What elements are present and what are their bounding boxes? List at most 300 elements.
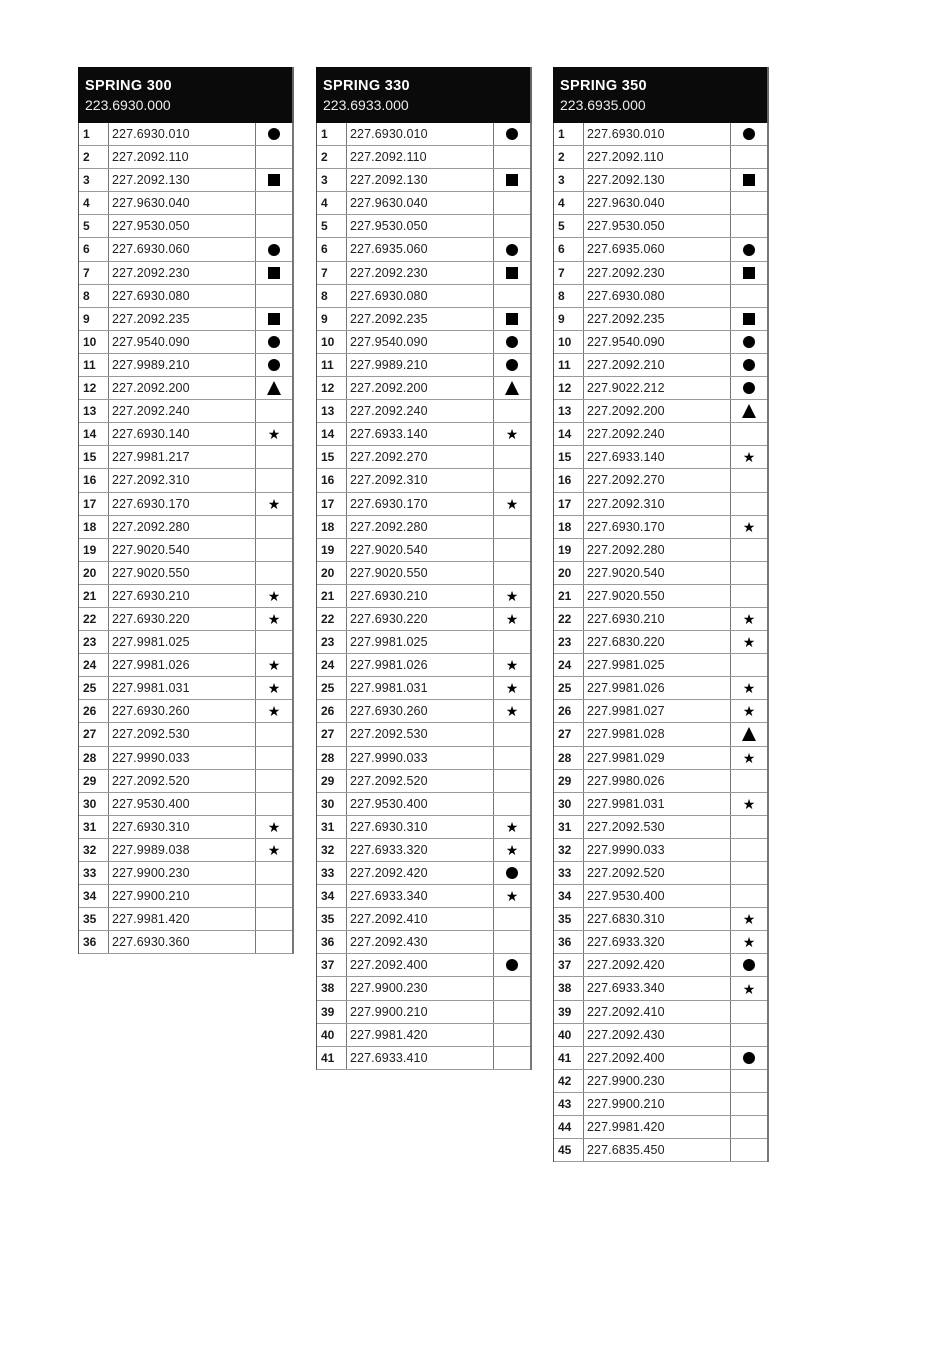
symbol-cell — [256, 839, 292, 861]
row-number: 45 — [554, 1139, 584, 1161]
table-row — [79, 308, 292, 331]
row-number: 25 — [79, 677, 109, 699]
table-assembly-code: 223.6935.000 — [560, 97, 646, 113]
table-row — [317, 654, 530, 677]
part-number: 227.2092.200 — [347, 377, 494, 399]
table-row — [317, 215, 530, 238]
row-number: 16 — [79, 469, 109, 491]
part-number: 227.2092.270 — [584, 469, 731, 491]
table-row — [554, 1047, 767, 1070]
symbol-cell — [731, 977, 767, 999]
part-number: 227.9540.090 — [109, 331, 256, 353]
part-number: 227.9900.230 — [109, 862, 256, 884]
table-row — [79, 585, 292, 608]
symbol-cell — [731, 885, 767, 907]
row-number: 12 — [79, 377, 109, 399]
row-number: 6 — [79, 238, 109, 260]
table-row — [554, 608, 767, 631]
table-row — [79, 770, 292, 793]
part-number: 227.2092.520 — [584, 862, 731, 884]
row-number: 36 — [79, 931, 109, 953]
filled-circle-icon — [506, 244, 518, 256]
symbol-cell — [731, 169, 767, 191]
part-number: 227.6835.450 — [584, 1139, 731, 1161]
table-row — [317, 354, 530, 377]
row-number: 8 — [317, 285, 347, 307]
symbol-cell — [256, 123, 292, 145]
filled-square-icon — [268, 174, 280, 186]
symbol-cell — [256, 608, 292, 630]
table-row — [554, 747, 767, 770]
part-number: 227.2092.430 — [347, 931, 494, 953]
symbol-cell — [731, 954, 767, 976]
star-icon: ★ — [505, 657, 519, 674]
symbol-cell — [494, 700, 530, 722]
symbol-cell — [731, 331, 767, 353]
part-number: 227.9981.027 — [584, 700, 731, 722]
part-number: 227.9540.090 — [347, 331, 494, 353]
part-number: 227.2092.110 — [347, 146, 494, 168]
table-row — [554, 400, 767, 423]
table-row — [554, 377, 767, 400]
symbol-cell — [494, 146, 530, 168]
part-number: 227.2092.280 — [584, 539, 731, 561]
table-row — [317, 493, 530, 516]
row-number: 13 — [554, 400, 584, 422]
table-row — [554, 146, 767, 169]
table-row — [554, 123, 767, 146]
symbol-cell — [731, 931, 767, 953]
part-number: 227.2092.400 — [347, 954, 494, 976]
row-number: 11 — [317, 354, 347, 376]
table-row — [317, 169, 530, 192]
part-number: 227.6930.080 — [109, 285, 256, 307]
row-number: 34 — [554, 885, 584, 907]
table-rows — [553, 123, 769, 1162]
symbol-cell — [494, 192, 530, 214]
filled-square-icon — [268, 267, 280, 279]
star-icon: ★ — [742, 911, 756, 928]
part-number: 227.2092.110 — [109, 146, 256, 168]
row-number: 6 — [317, 238, 347, 260]
table-row — [554, 331, 767, 354]
part-number: 227.6930.210 — [109, 585, 256, 607]
table-row — [317, 747, 530, 770]
part-number: 227.2092.310 — [347, 469, 494, 491]
row-number: 36 — [554, 931, 584, 953]
part-number: 227.2092.280 — [109, 516, 256, 538]
symbol-cell — [494, 469, 530, 491]
symbol-cell — [256, 423, 292, 445]
part-number: 227.9530.050 — [347, 215, 494, 237]
part-number: 227.9022.212 — [584, 377, 731, 399]
table-row — [554, 562, 767, 585]
table-row — [554, 700, 767, 723]
row-number: 34 — [317, 885, 347, 907]
part-number: 227.2092.235 — [109, 308, 256, 330]
table-row — [317, 770, 530, 793]
row-number: 30 — [79, 793, 109, 815]
row-number: 20 — [554, 562, 584, 584]
symbol-cell — [494, 262, 530, 284]
part-number: 227.6930.010 — [347, 123, 494, 145]
filled-square-icon — [506, 267, 518, 279]
part-number: 227.6933.320 — [347, 839, 494, 861]
symbol-cell — [731, 493, 767, 515]
symbol-cell — [494, 446, 530, 468]
table-row — [317, 677, 530, 700]
row-number: 20 — [317, 562, 347, 584]
row-number: 15 — [554, 446, 584, 468]
part-number: 227.6935.060 — [584, 238, 731, 260]
table-row — [554, 354, 767, 377]
row-number: 33 — [554, 862, 584, 884]
row-number: 31 — [317, 816, 347, 838]
part-number: 227.2092.410 — [347, 908, 494, 930]
symbol-cell — [731, 446, 767, 468]
part-number: 227.9630.040 — [584, 192, 731, 214]
row-number: 26 — [317, 700, 347, 722]
table-row — [79, 331, 292, 354]
symbol-cell — [256, 885, 292, 907]
part-number: 227.2092.410 — [584, 1001, 731, 1023]
row-number: 35 — [79, 908, 109, 930]
table-row — [79, 700, 292, 723]
symbol-cell — [731, 770, 767, 792]
part-number: 227.2092.230 — [347, 262, 494, 284]
symbol-cell — [256, 931, 292, 953]
symbol-cell — [494, 977, 530, 999]
table-row — [317, 885, 530, 908]
row-number: 5 — [317, 215, 347, 237]
part-number: 227.6930.360 — [109, 931, 256, 953]
part-number: 227.2092.430 — [584, 1024, 731, 1046]
symbol-cell — [494, 608, 530, 630]
part-number: 227.9530.400 — [347, 793, 494, 815]
table-row — [79, 169, 292, 192]
table-assembly-code: 223.6933.000 — [323, 97, 409, 113]
row-number: 34 — [79, 885, 109, 907]
row-number: 44 — [554, 1116, 584, 1138]
part-number: 227.9989.210 — [347, 354, 494, 376]
symbol-cell — [494, 354, 530, 376]
table-row — [554, 862, 767, 885]
part-number: 227.2092.270 — [347, 446, 494, 468]
part-number: 227.6930.010 — [109, 123, 256, 145]
row-number: 17 — [554, 493, 584, 515]
symbol-cell — [256, 770, 292, 792]
table-row — [317, 123, 530, 146]
symbol-cell — [731, 1047, 767, 1069]
symbol-cell — [731, 308, 767, 330]
table-row — [79, 723, 292, 746]
table-row — [317, 262, 530, 285]
filled-circle-icon — [743, 128, 755, 140]
symbol-cell — [731, 700, 767, 722]
star-icon: ★ — [267, 703, 281, 720]
table-row — [79, 262, 292, 285]
row-number: 30 — [317, 793, 347, 815]
symbol-cell — [256, 354, 292, 376]
part-number: 227.9981.420 — [584, 1116, 731, 1138]
part-number: 227.2092.420 — [584, 954, 731, 976]
table-row — [554, 1093, 767, 1116]
row-number: 41 — [317, 1047, 347, 1069]
table-row — [554, 1070, 767, 1093]
table-row — [79, 562, 292, 585]
filled-circle-icon — [506, 359, 518, 371]
table-row — [79, 400, 292, 423]
symbol-cell — [494, 816, 530, 838]
part-number: 227.6930.220 — [347, 608, 494, 630]
table-row — [554, 977, 767, 1000]
row-number: 24 — [554, 654, 584, 676]
part-number: 227.6930.210 — [347, 585, 494, 607]
table-row — [554, 423, 767, 446]
symbol-cell — [256, 908, 292, 930]
table-row — [79, 677, 292, 700]
symbol-cell — [731, 862, 767, 884]
part-number: 227.6930.170 — [347, 493, 494, 515]
table-row — [554, 908, 767, 931]
part-number: 227.9020.540 — [584, 562, 731, 584]
part-number: 227.2092.310 — [109, 469, 256, 491]
symbol-cell — [494, 931, 530, 953]
row-number: 21 — [554, 585, 584, 607]
symbol-cell — [731, 585, 767, 607]
symbol-cell — [731, 146, 767, 168]
symbol-cell — [494, 493, 530, 515]
part-number: 227.9981.026 — [584, 677, 731, 699]
part-number: 227.9540.090 — [584, 331, 731, 353]
symbol-cell — [494, 238, 530, 260]
symbol-cell — [256, 677, 292, 699]
row-number: 37 — [317, 954, 347, 976]
part-number: 227.2092.280 — [347, 516, 494, 538]
filled-circle-icon — [268, 359, 280, 371]
table-row — [79, 631, 292, 654]
table-row — [554, 192, 767, 215]
part-number: 227.9981.217 — [109, 446, 256, 468]
part-number: 227.6830.220 — [584, 631, 731, 653]
row-number: 28 — [79, 747, 109, 769]
table-header — [78, 67, 294, 123]
symbol-cell — [256, 400, 292, 422]
part-number: 227.6930.260 — [347, 700, 494, 722]
part-number: 227.9981.031 — [584, 793, 731, 815]
row-number: 29 — [317, 770, 347, 792]
part-number: 227.2092.310 — [584, 493, 731, 515]
row-number: 18 — [317, 516, 347, 538]
row-number: 14 — [317, 423, 347, 445]
symbol-cell — [256, 493, 292, 515]
row-number: 35 — [554, 908, 584, 930]
filled-triangle-icon — [505, 381, 519, 395]
row-number: 9 — [554, 308, 584, 330]
row-number: 31 — [79, 816, 109, 838]
row-number: 2 — [79, 146, 109, 168]
symbol-cell — [256, 700, 292, 722]
row-number: 36 — [317, 931, 347, 953]
table-row — [79, 931, 292, 954]
row-number: 3 — [79, 169, 109, 191]
row-number: 15 — [79, 446, 109, 468]
symbol-cell — [494, 862, 530, 884]
table-row — [554, 677, 767, 700]
table-row — [317, 192, 530, 215]
part-number: 227.9980.026 — [584, 770, 731, 792]
table-row — [79, 146, 292, 169]
row-number: 7 — [79, 262, 109, 284]
row-number: 19 — [317, 539, 347, 561]
part-number: 227.9989.210 — [109, 354, 256, 376]
filled-square-icon — [743, 267, 755, 279]
symbol-cell — [731, 793, 767, 815]
table-row — [554, 238, 767, 261]
part-number: 227.9981.031 — [109, 677, 256, 699]
row-number: 17 — [79, 493, 109, 515]
symbol-cell — [256, 723, 292, 745]
table-row — [317, 793, 530, 816]
symbol-cell — [731, 423, 767, 445]
part-number: 227.2092.230 — [109, 262, 256, 284]
star-icon: ★ — [742, 795, 756, 812]
part-number: 227.6933.340 — [347, 885, 494, 907]
filled-circle-icon — [268, 244, 280, 256]
star-icon: ★ — [742, 934, 756, 951]
row-number: 39 — [317, 1001, 347, 1023]
row-number: 9 — [317, 308, 347, 330]
row-number: 13 — [317, 400, 347, 422]
row-number: 23 — [79, 631, 109, 653]
symbol-cell — [256, 308, 292, 330]
table-row — [317, 631, 530, 654]
row-number: 4 — [554, 192, 584, 214]
symbol-cell — [494, 793, 530, 815]
table-row — [554, 585, 767, 608]
symbol-cell — [256, 585, 292, 607]
row-number: 40 — [317, 1024, 347, 1046]
row-number: 28 — [317, 747, 347, 769]
table-row — [317, 977, 530, 1000]
table-row — [317, 1024, 530, 1047]
table-row — [554, 770, 767, 793]
symbol-cell — [494, 516, 530, 538]
symbol-cell — [731, 747, 767, 769]
symbol-cell — [494, 1024, 530, 1046]
part-number: 227.2092.210 — [584, 354, 731, 376]
parts-table-spring-330 — [316, 67, 532, 1070]
row-number: 17 — [317, 493, 347, 515]
star-icon: ★ — [267, 680, 281, 697]
part-number: 227.9981.026 — [347, 654, 494, 676]
symbol-cell — [731, 400, 767, 422]
table-row — [79, 285, 292, 308]
filled-circle-icon — [743, 359, 755, 371]
table-row — [554, 654, 767, 677]
star-icon: ★ — [505, 888, 519, 905]
row-number: 32 — [79, 839, 109, 861]
part-number: 227.9900.230 — [347, 977, 494, 999]
symbol-cell — [494, 1047, 530, 1069]
part-number: 227.9990.033 — [584, 839, 731, 861]
row-number: 6 — [554, 238, 584, 260]
row-number: 40 — [554, 1024, 584, 1046]
table-row — [317, 285, 530, 308]
symbol-cell — [731, 516, 767, 538]
symbol-cell — [731, 677, 767, 699]
table-row — [554, 1024, 767, 1047]
symbol-cell — [731, 539, 767, 561]
part-number: 227.9020.550 — [109, 562, 256, 584]
row-number: 30 — [554, 793, 584, 815]
table-row — [79, 908, 292, 931]
part-number: 227.2092.230 — [584, 262, 731, 284]
table-row — [554, 215, 767, 238]
symbol-cell — [256, 793, 292, 815]
star-icon: ★ — [742, 703, 756, 720]
star-icon: ★ — [505, 495, 519, 512]
row-number: 7 — [317, 262, 347, 284]
row-number: 25 — [554, 677, 584, 699]
table-row — [317, 862, 530, 885]
row-number: 5 — [554, 215, 584, 237]
part-number: 227.2092.235 — [584, 308, 731, 330]
row-number: 42 — [554, 1070, 584, 1092]
part-number: 227.2092.530 — [347, 723, 494, 745]
row-number: 27 — [554, 723, 584, 745]
table-row — [317, 377, 530, 400]
row-number: 32 — [554, 839, 584, 861]
part-number: 227.9900.210 — [584, 1093, 731, 1115]
part-number: 227.9900.210 — [109, 885, 256, 907]
symbol-cell — [731, 654, 767, 676]
table-row — [554, 1139, 767, 1162]
row-number: 19 — [554, 539, 584, 561]
star-icon: ★ — [742, 680, 756, 697]
table-row — [554, 723, 767, 746]
row-number: 20 — [79, 562, 109, 584]
row-number: 10 — [79, 331, 109, 353]
table-row — [554, 839, 767, 862]
part-number: 227.2092.240 — [109, 400, 256, 422]
part-number: 227.2092.240 — [584, 423, 731, 445]
symbol-cell — [256, 562, 292, 584]
row-number: 41 — [554, 1047, 584, 1069]
part-number: 227.9981.028 — [584, 723, 731, 745]
part-number: 227.6830.310 — [584, 908, 731, 930]
table-row — [79, 446, 292, 469]
table-row — [79, 377, 292, 400]
table-row — [79, 608, 292, 631]
part-number: 227.9981.025 — [584, 654, 731, 676]
parts-table-spring-350 — [553, 67, 769, 1162]
filled-square-icon — [268, 313, 280, 325]
table-row — [317, 308, 530, 331]
filled-triangle-icon — [742, 404, 756, 418]
row-number: 26 — [79, 700, 109, 722]
star-icon: ★ — [267, 587, 281, 604]
symbol-cell — [256, 862, 292, 884]
part-number: 227.2092.235 — [347, 308, 494, 330]
table-row — [554, 1116, 767, 1139]
filled-square-icon — [506, 174, 518, 186]
filled-circle-icon — [743, 244, 755, 256]
part-number: 227.2092.200 — [109, 377, 256, 399]
row-number: 2 — [554, 146, 584, 168]
part-number: 227.6930.170 — [109, 493, 256, 515]
table-row — [317, 146, 530, 169]
